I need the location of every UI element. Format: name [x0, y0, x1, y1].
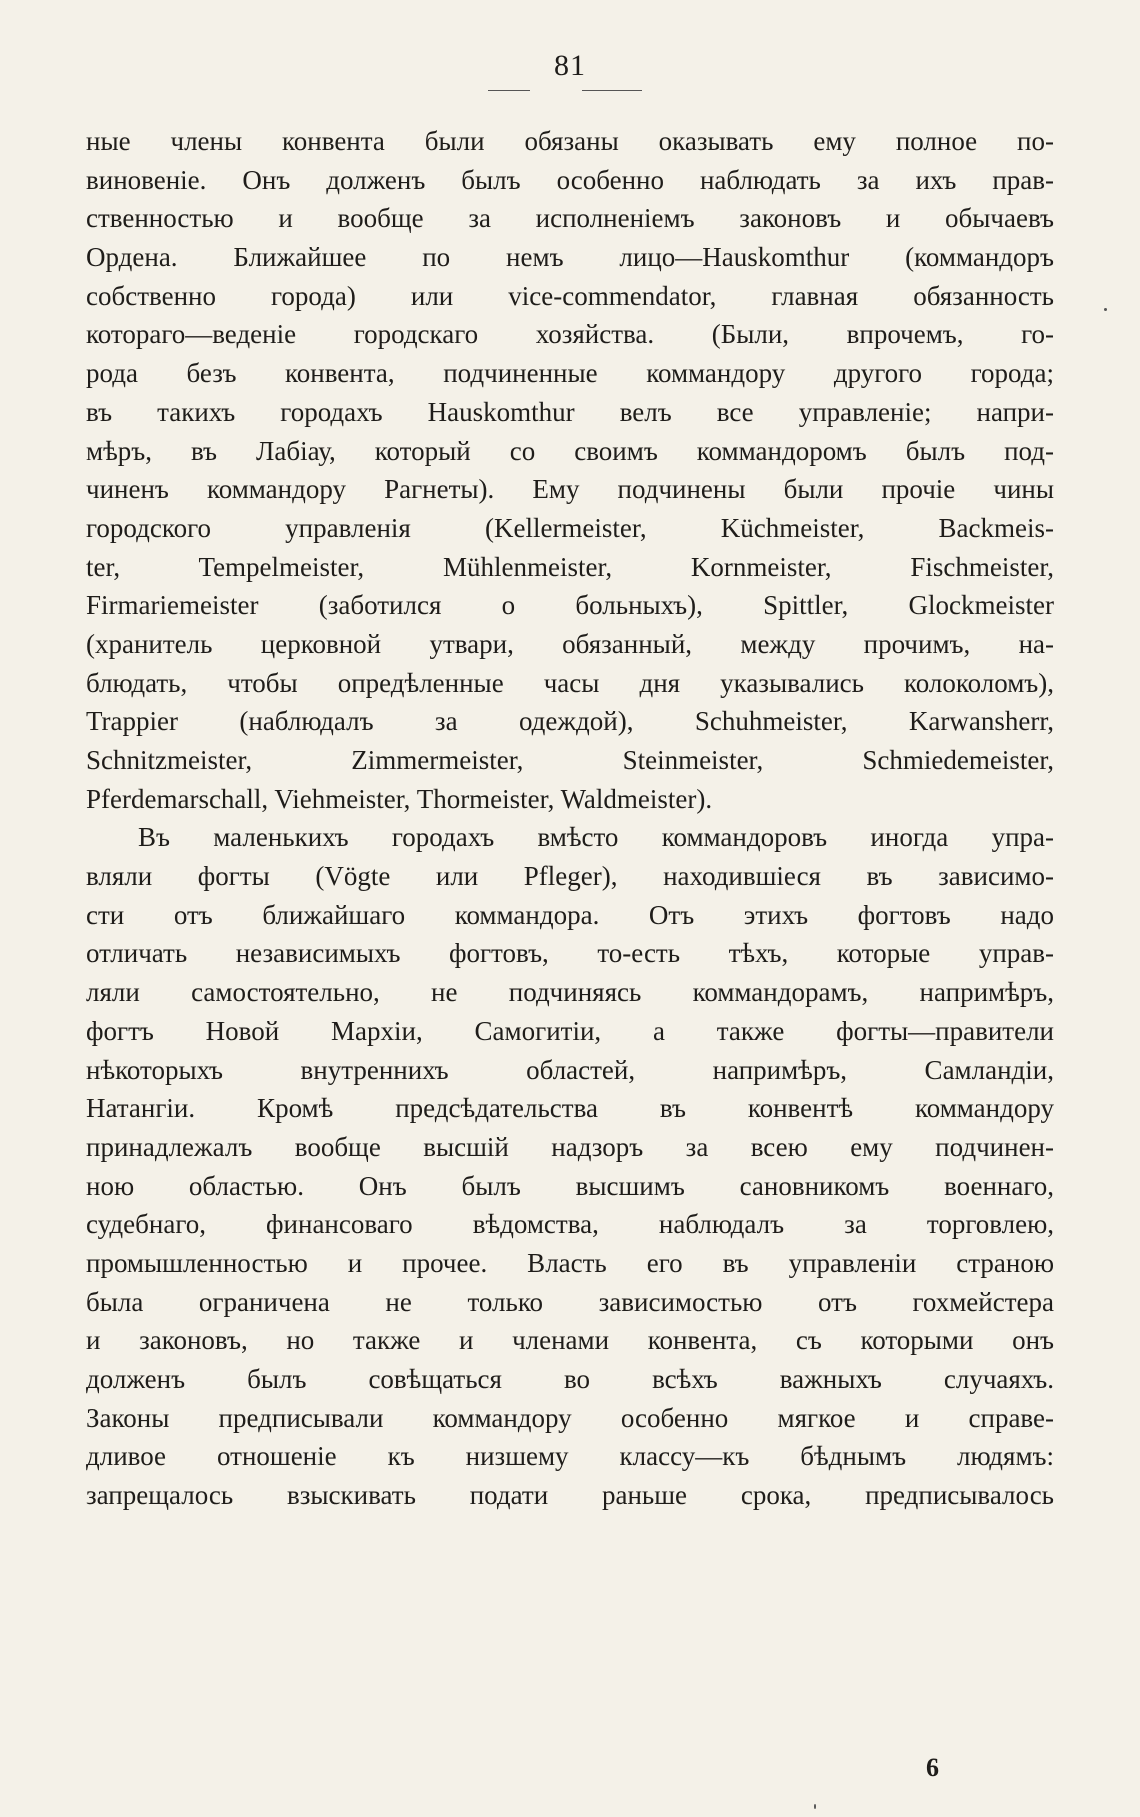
text-line: дливое отношеніе къ низшему классу—къ бѣднымъ людямъ:	[86, 1441, 1054, 1472]
text-line: котораго—веденіе городскаго хозяйства. (Были, впрочемъ, го-	[86, 319, 1054, 350]
header-rule-right	[582, 90, 642, 91]
text-line: мѣръ, въ Лабіау, который со своимъ коммандоромъ былъ под-	[86, 435, 1054, 466]
text-line: (хранитель церковной утвари, обязанный, между прочимъ, на-	[86, 628, 1054, 659]
paper-speck	[1104, 308, 1107, 311]
header-rule-left	[488, 90, 530, 91]
text-line: ter, Tempelmeister, Mühlenmeister, Kornmeister, Fischmeister,	[86, 551, 1054, 582]
text-line: Trappier (наблюдалъ за одеждой), Schuhmeister, Karwansherr,	[86, 706, 1054, 737]
text-line: фогтъ Новой Мархіи, Самогитіи, а также фогты—правители	[86, 1015, 1054, 1046]
text-line: городского управленія (Kellermeister, Küchmeister, Backmeis-	[86, 512, 1054, 543]
text-line: собственно города) или vice-commendator, главная обязанность	[86, 280, 1054, 311]
text-line: чиненъ коммандору Рагнеты). Ему подчинены были прочіе чины	[86, 474, 1054, 505]
text-line: Натангіи. Кромѣ предсѣдательства въ конвентѣ коммандору	[86, 1093, 1054, 1124]
text-line: запрещалось взыскивать подати раньше срока, предписывалось	[86, 1480, 1054, 1511]
text-line: виновеніе. Онъ долженъ былъ особенно наблюдать за ихъ прав-	[86, 164, 1054, 195]
text-line: вляли фогты (Vögte или Pfleger), находившіеся въ зависимо-	[86, 861, 1054, 892]
text-line: ною областью. Онъ былъ высшимъ сановникомъ военнаго,	[86, 1170, 1054, 1201]
text-line: ляли самостоятельно, не подчиняясь коммандорамъ, напримѣръ,	[86, 977, 1054, 1008]
text-line: ственностью и вообще за исполненіемъ законовъ и обычаевъ	[86, 203, 1054, 234]
page-header	[0, 46, 1140, 86]
text-line: промышленностью и прочее. Власть его въ управленіи страною	[86, 1247, 1054, 1278]
body-text	[86, 122, 1054, 1515]
text-line: судебнаго, финансоваго вѣдомства, наблюдалъ за торговлею,	[86, 1209, 1054, 1240]
text-line: рода безъ конвента, подчиненные коммандору другого города;	[86, 358, 1054, 389]
text-line: принадлежалъ вообще высшій надзоръ за всею ему подчинен-	[86, 1131, 1054, 1162]
text-line-indent: Въ маленькихъ городахъ вмѣсто коммандоровъ иногда упра-	[138, 822, 1054, 853]
text-line: отличать независимыхъ фогтовъ, то-есть тѣхъ, которые управ-	[86, 938, 1054, 969]
text-line: Schnitzmeister, Zimmermeister, Steinmeister, Schmiedemeister,	[86, 745, 1054, 775]
text-line-last: Pferdemarschall, Viehmeister, Thormeister, Waldmeister).	[86, 783, 713, 814]
signature-mark: 6	[926, 1753, 939, 1782]
text-line: Firmariemeister (заботился о больныхъ), Spittler, Glockmeister	[86, 590, 1054, 621]
text-line: ные члены конвента были обязаны оказывать ему полное по-	[86, 126, 1054, 156]
text-line: Ордена. Ближайшее по немъ лицо—Hauskomthur (коммандоръ	[86, 242, 1054, 273]
text-line: и законовъ, но также и членами конвента, съ которыми онъ	[86, 1325, 1054, 1356]
text-line: сти отъ ближайшаго коммандора. Отъ этихъ фогтовъ надо	[86, 899, 1054, 930]
text-line: долженъ былъ совѣщаться во всѣхъ важныхъ случаяхъ.	[86, 1364, 1054, 1394]
text-line: Законы предписывали коммандору особенно мягкое и справе-	[86, 1402, 1054, 1433]
paragraph-1	[86, 122, 1054, 818]
paper-speck	[814, 1804, 816, 1809]
text-line: въ такихъ городахъ Hauskomthur велъ все управленіе; напри-	[86, 396, 1054, 427]
text-line: блюдать, чтобы опредѣленные часы дня указывались колоколомъ),	[86, 667, 1054, 698]
page-number: 81	[554, 49, 586, 82]
text-line: была ограничена не только зависимостью отъ гохмейстера	[86, 1286, 1054, 1317]
text-line: нѣкоторыхъ внутреннихъ областей, напримѣръ, Самландіи,	[86, 1054, 1054, 1085]
paragraph-2	[86, 818, 1054, 1514]
